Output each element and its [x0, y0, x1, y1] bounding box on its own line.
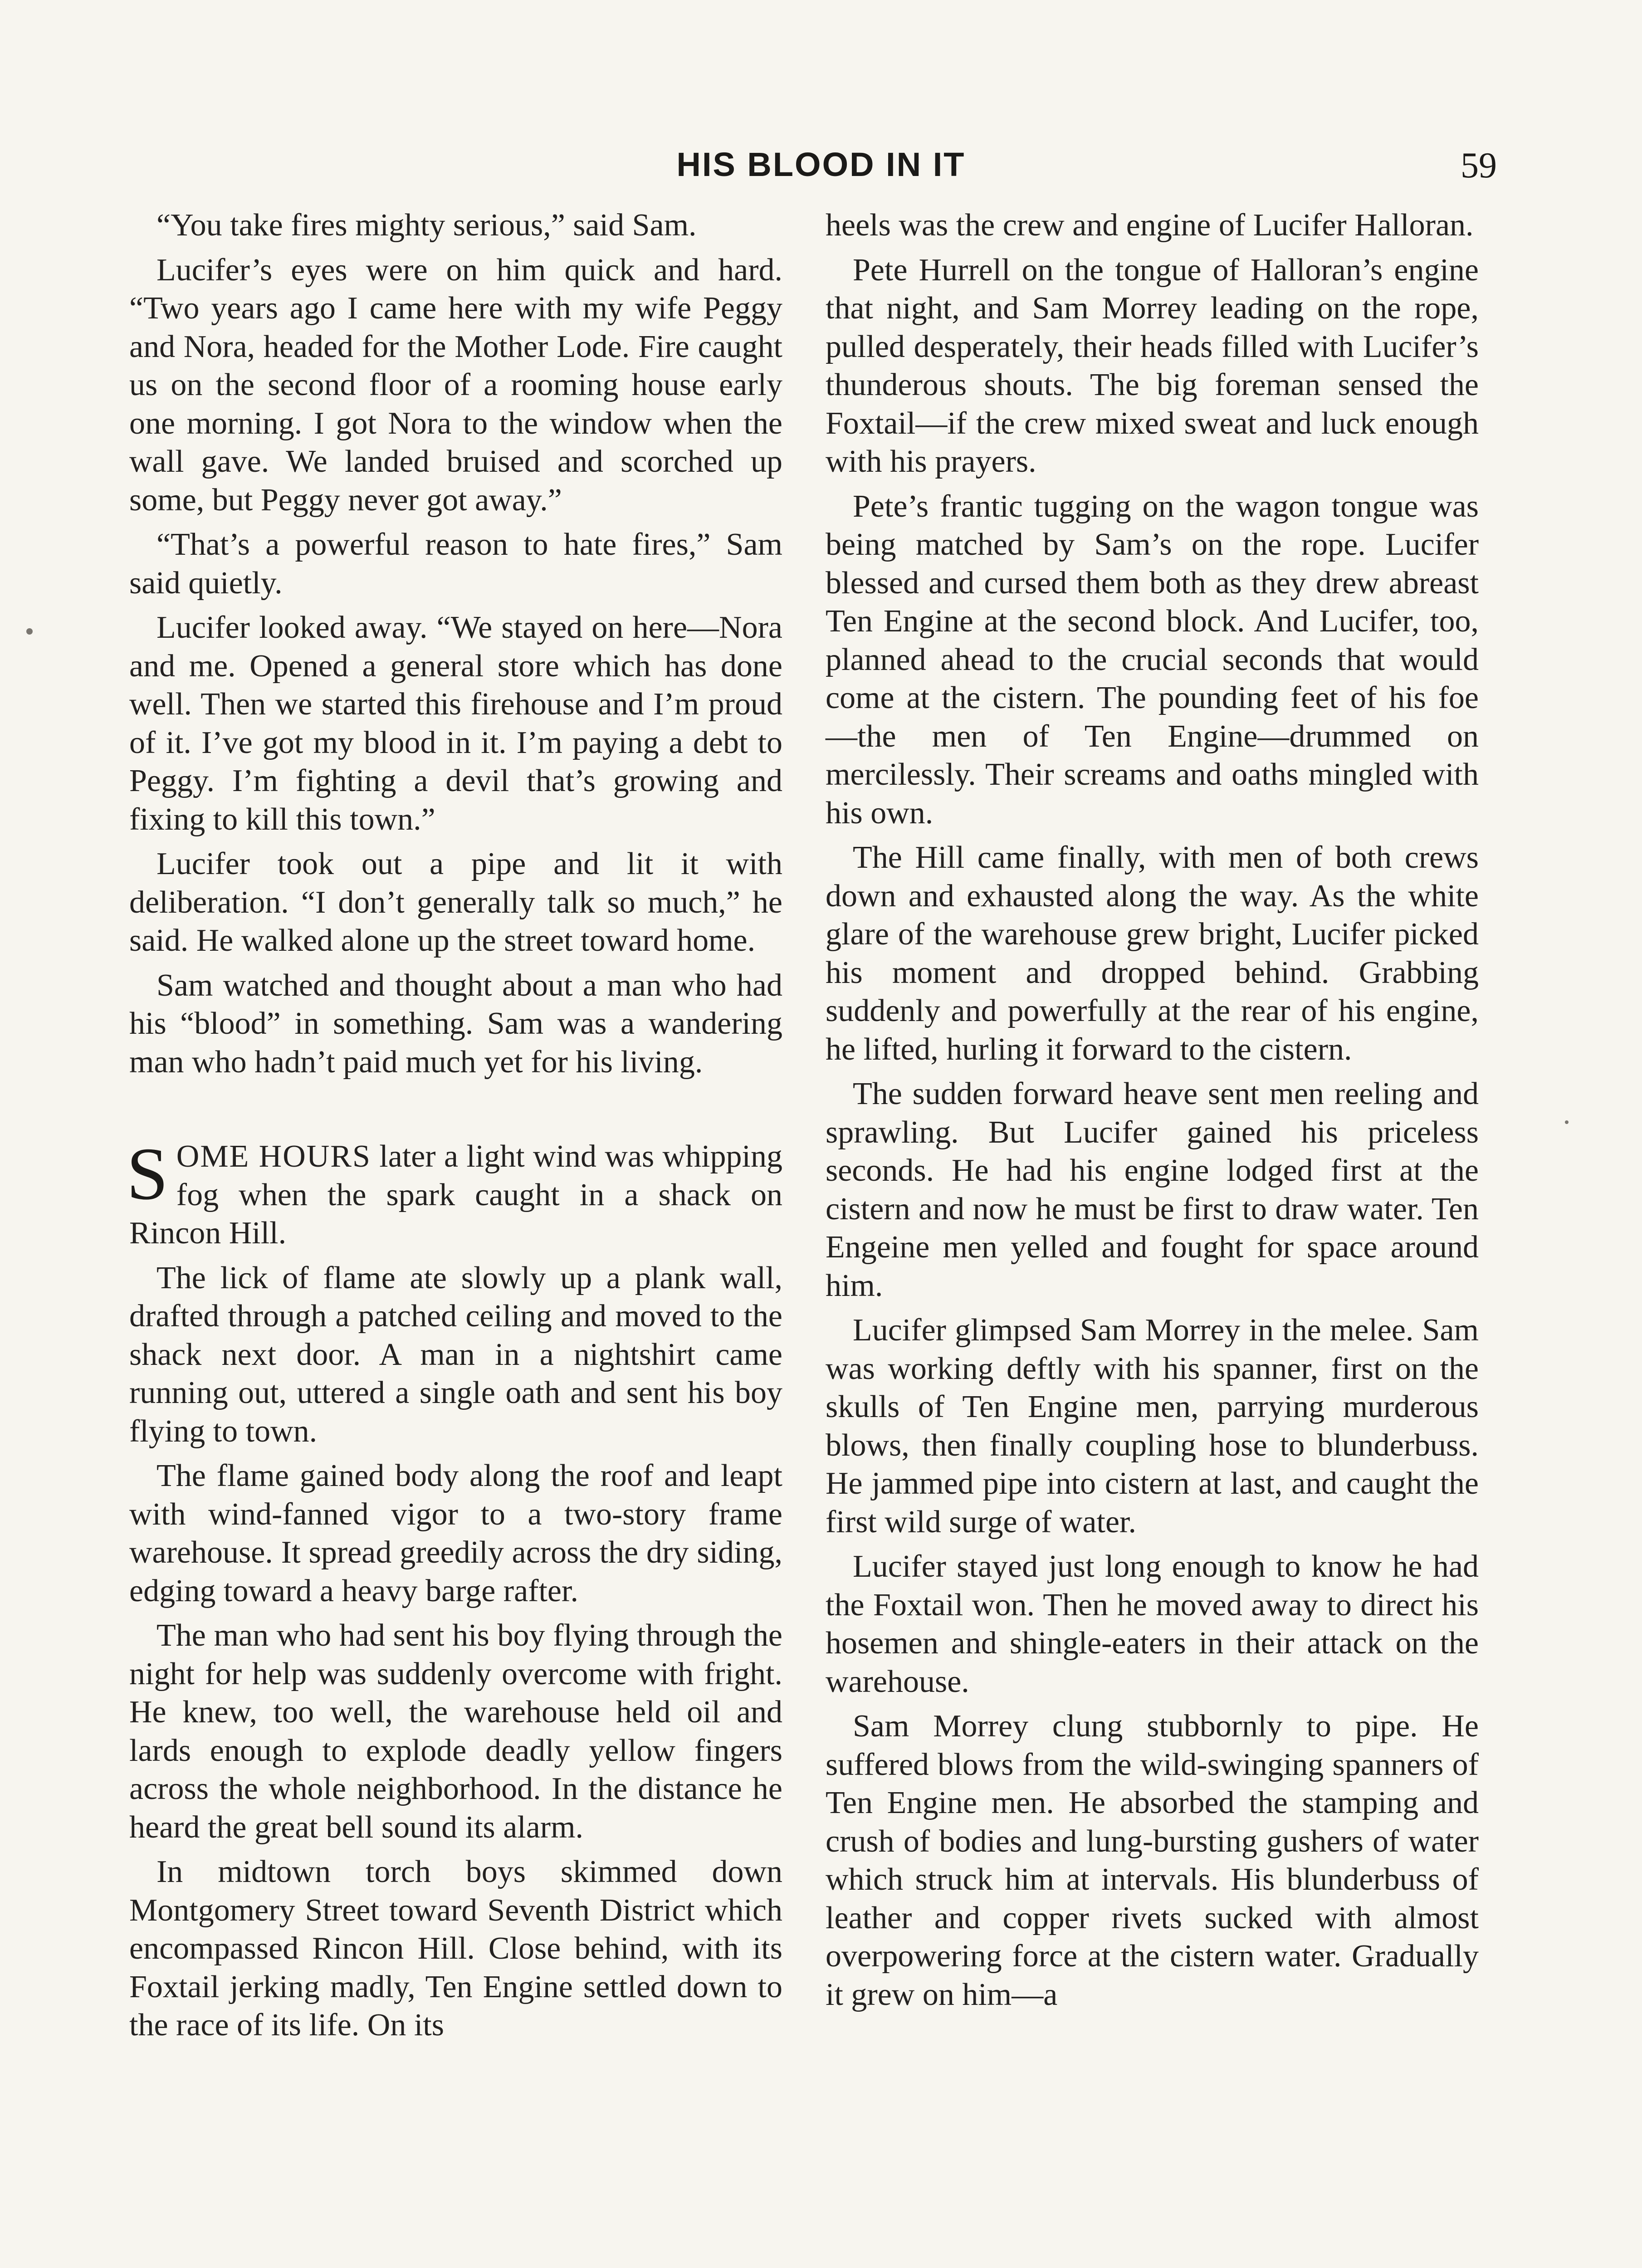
paragraph: Sam Morrey clung stubbornly to pipe. He suffered blows from the wild-swinging spanners of Ten Engine men. He absorbed the stamping and crush of bodies and lung-bursting gushers of water which struck him at intervals. His blunderbuss of leather and copper rivets sucked with almost overpowering force at the cistern water. Gradually it grew on him—a — [826, 1709, 1479, 2012]
paragraph: “You take fires mighty serious,” said Sam. — [156, 208, 697, 243]
paragraph: Pete’s frantic tugging on the wagon tongue was being matched by Sam’s on the rope. Lucifer blessed and cursed them both as they drew abreast Ten Engine at the second block. And Lucifer, too, planned ahead to the crucial seconds that would come at the cistern. The pounding feet of his foe —the men of Ten Engine—drummed on mercilessly. Their screams and oaths mingled with his own. — [826, 489, 1479, 831]
print-speck — [26, 628, 33, 635]
paragraph: The lick of flame ate slowly up a plank wall, drafted through a patched ceiling and moved to the shack next door. A man in a nightshirt came running out, uttered a single oath and sent his boy flying to town. — [129, 1260, 782, 1449]
section-opening-paragraph — [127, 1132, 783, 1253]
paragraph: Lucifer’s eyes were on him quick and hard. “Two years ago I came here with my wife Peggy and Nora, headed for the Mother Lode. Fire caught us on the second floor of a rooming house early one morning. I got Nora to the window when the wall gave. We landed bruised and scorched up some, but Peggy never got away.” — [129, 252, 782, 518]
drop-cap: S — [127, 1132, 168, 1215]
paragraph: Lucifer stayed just long enough to know he had the Foxtail won. Then he moved away to direct his hosemen and shingle-eaters in their attack on the warehouse. — [826, 1549, 1479, 1699]
paragraph-continued: heels was the crew and engine of Lucifer Halloran. — [826, 208, 1474, 243]
paragraph: The flame gained body along the roof and leapt with wind-fanned vigor to a two-story frame warehouse. It spread greedily across the dry siding, edging toward a heavy barge rafter. — [129, 1458, 782, 1608]
paragraph-text: later a light wind was whipping fog when the spark caught in a shack on Rincon Hill. — [129, 1139, 783, 1251]
paragraph: Pete Hurrell on the tongue of Halloran’s engine that night, and Sam Morrey leading on the rope, pulled desperately, their heads filled with Lucifer’s thunderous shouts. The big foreman sensed the Foxtail—if the crew mixed sweat and luck enough with his prayers. — [826, 252, 1479, 479]
paragraph: “That’s a powerful reason to hate fires,” Sam said quietly. — [129, 527, 782, 601]
paragraph: The man who had sent his boy flying through the night for help was suddenly overcome with fright. He knew, too well, the warehouse held oil and lards enough to explode deadly yellow fingers across the whole neighborhood. In the distance he heard the great bell sound its alarm. — [129, 1618, 782, 1845]
running-header — [0, 145, 1642, 191]
paragraph: The Hill came finally, with men of both crews down and exhausted along the way. As the white glare of the warehouse grew bright, Lucifer picked his moment and dropped behind. Grabbing suddenly and powerfully at the rear of his engine, he lifted, hurling it forward to the cistern. — [826, 840, 1479, 1067]
chapter-title: HIS BLOOD IN IT — [676, 146, 966, 183]
paragraph: In midtown torch boys skimmed down Montgomery Street toward Seventh District which encompassed Rincon Hill. Close behind, with its Foxtail jerking madly, Ten Engine settled down to the race of its life. On its — [129, 1854, 782, 2043]
paragraph: The sudden forward heave sent men reeling and sprawling. But Lucifer gained his priceless seconds. He had his engine lodged first at the cistern and now he must be first to draw water. Ten Engeine men yelled and fought for space around him. — [826, 1076, 1479, 1303]
paragraph: Lucifer looked away. “We stayed on here—Nora and me. Opened a general store which has done well. Then we started this firehouse and I’m proud of it. I’ve got my blood in it. I’m paying a debt to Peggy. I’m fighting a devil that’s growing and fixing to kill this town.” — [129, 610, 782, 837]
page-number: 59 — [1461, 146, 1497, 186]
print-speck — [1565, 1120, 1569, 1124]
right-column — [826, 206, 1479, 2020]
section-break — [129, 1088, 782, 1138]
paragraph: Lucifer took out a pipe and lit it with deliberation. “I don’t generally talk so much,” he said. He walked alone up the street toward home. — [129, 846, 782, 958]
paragraph: Sam watched and thought about a man who had his “blood” in something. Sam was a wandering man who hadn’t paid much yet for his living. — [129, 968, 782, 1080]
paragraph: Lucifer glimpsed Sam Morrey in the melee. Sam was working deftly with his spanner, first on the skulls of Ten Engine men, parrying murderous blows, then finally coupling hose to blunderbuss. He jammed pipe into cistern at last, and caught the first wild surge of water. — [826, 1313, 1479, 1540]
small-caps-lead-in: OME HOURS — [176, 1139, 371, 1174]
left-column — [129, 206, 782, 2051]
